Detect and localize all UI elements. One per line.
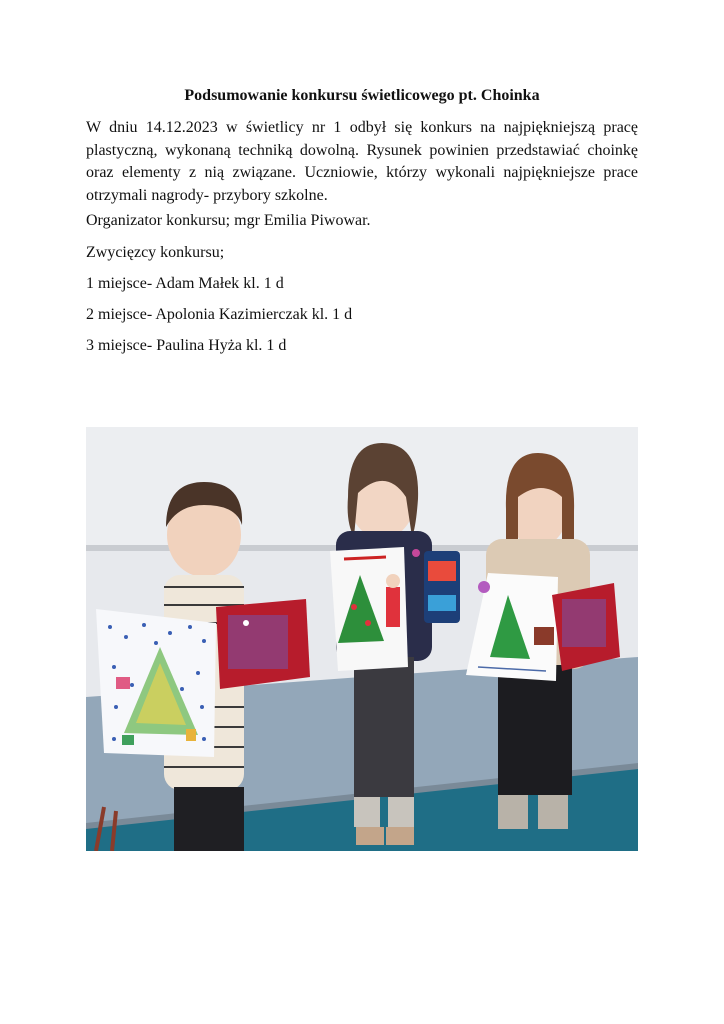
photo-three-children-with-drawings bbox=[86, 427, 638, 851]
document-title: Podsumowanie konkursu świetlicowego pt. Choinka bbox=[184, 87, 540, 104]
children-photo bbox=[86, 427, 638, 851]
organizer-line: Organizator konkursu; mgr Emilia Piwowar. bbox=[86, 212, 371, 229]
winner-first: 1 miejsce- Adam Małek kl. 1 d bbox=[86, 275, 284, 292]
winner-second: 2 miejsce- Apolonia Kazimierczak kl. 1 d bbox=[86, 306, 353, 323]
winners-heading: Zwycięzcy konkursu; bbox=[86, 244, 225, 261]
intro-paragraph: W dniu 14.12.2023 w świetlicy nr 1 odbył się konkurs na najpiękniejszą pracę plastyczną, wykonaną techniką dowolną. Rysunek powinien przedstawiać choinkę oraz elementy z nią związane. Uczniowie, którzy wykonali najpiękniejsze prace otrzymali nagrody- przybory szkolne. bbox=[86, 119, 638, 204]
winner-third: 3 miejsce- Paulina Hyża kl. 1 d bbox=[86, 337, 287, 354]
